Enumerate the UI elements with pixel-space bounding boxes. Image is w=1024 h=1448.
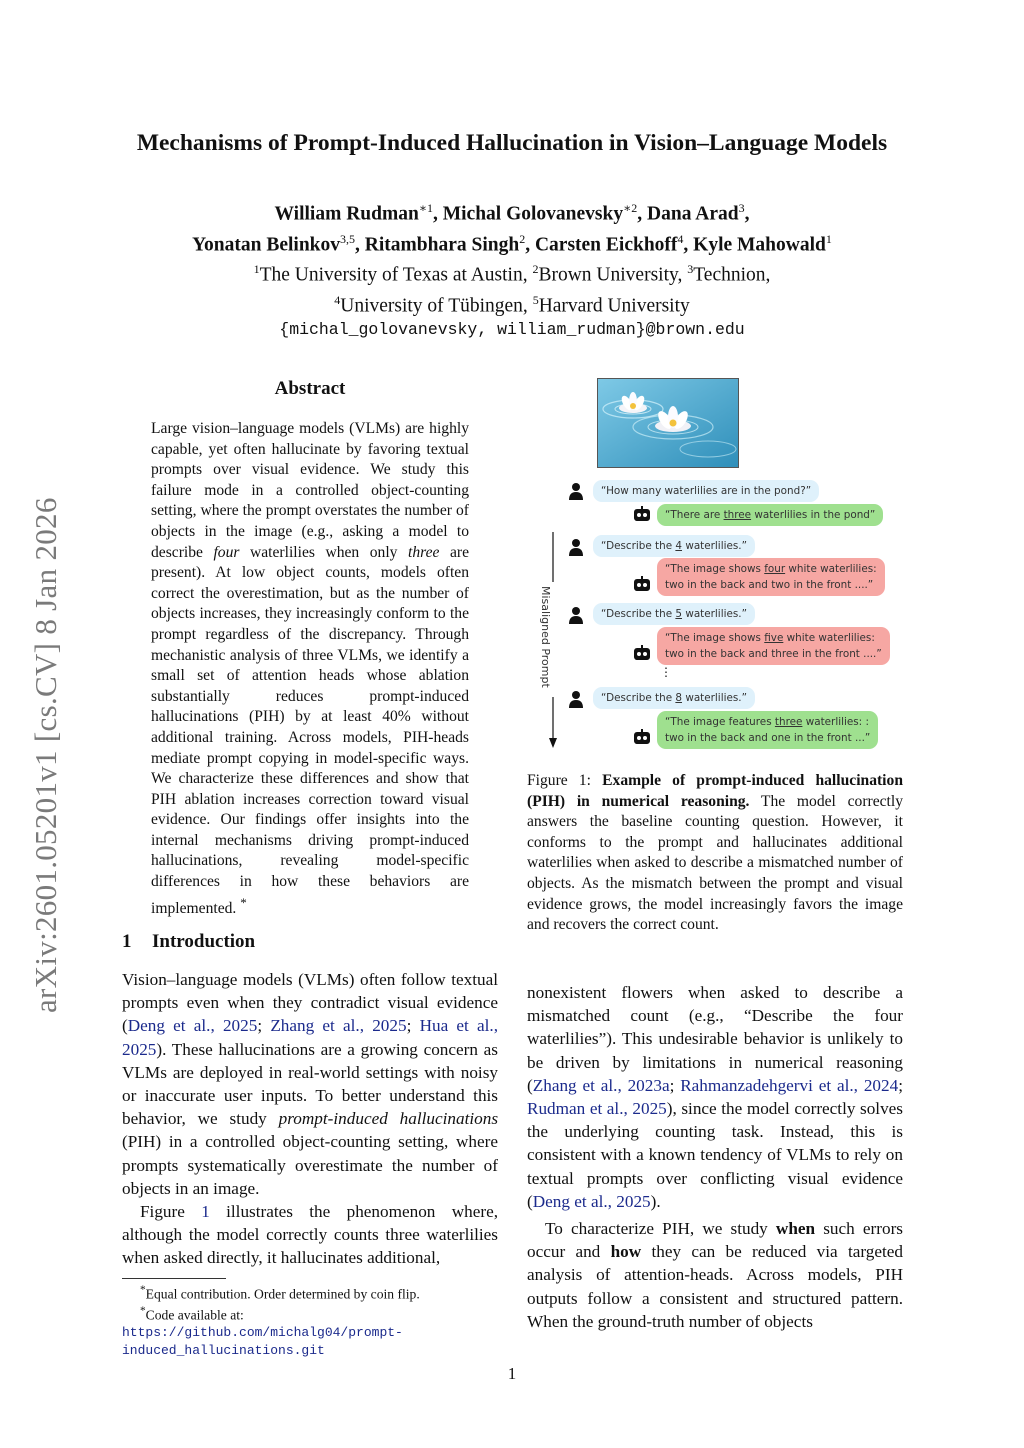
footnote-marker: *	[140, 1304, 146, 1317]
abstract-text: Large vision–language models (VLMs) are highly capable, yet often hallucinate by favoring textual prompts over visual evidence. We study this failure mode in a controlled object-counting setting, where the prompt overstates the number of objects in the image (e.g., asking a model to describe	[151, 420, 469, 561]
aff-sup: 1	[253, 262, 260, 276]
waterlily-illustration	[598, 379, 738, 467]
model-answer-hallucinated-bubble	[657, 627, 890, 665]
count-word: five	[764, 632, 784, 644]
text: waterlilies in the pond”	[751, 509, 876, 521]
text: ).	[650, 1191, 661, 1211]
affiliation: Harvard University	[538, 295, 690, 316]
author-sup: ∗2	[623, 201, 638, 215]
affiliation: The University of Texas at Austin,	[259, 264, 533, 286]
ellipsis-marker: ⋮	[660, 665, 672, 679]
author-sup: 3,5	[340, 231, 356, 246]
text: “Describe the	[601, 608, 676, 620]
text: “The image shows	[665, 563, 765, 575]
footnote	[122, 1303, 502, 1360]
text: waterlilies.”	[682, 540, 747, 552]
text: waterlilies.”	[682, 608, 747, 620]
text: illustrates the phenomenon where, although the model correctly counts three waterlilies when asked directly, it hallucinates additional,	[122, 1202, 498, 1268]
citation-link[interactable]: Deng et al., 2025	[127, 1016, 258, 1036]
footnotes	[122, 1282, 502, 1359]
waterlily-photo	[597, 378, 739, 468]
citation-link[interactable]: Zhang et al., 2025	[270, 1016, 407, 1036]
user-prompt-bubble	[593, 603, 755, 625]
text: “Describe the	[601, 692, 676, 704]
author-sup: 4	[677, 231, 684, 246]
abstract-text: waterlilies when only	[239, 543, 408, 561]
text: two in the back and three in the front ....”	[665, 648, 882, 660]
caption-text: The model correctly answers the baseline counting question. However, it conforms to the prompt and hallucinates additional waterlilies when asked to describe a mismatched number of objects. As the mismatch between the prompt and visual evidence grows, the model increasingly favors the image and recovers the correct count.	[527, 792, 904, 934]
paragraph	[122, 968, 498, 1200]
figure-caption	[527, 771, 903, 936]
robot-icon	[632, 506, 652, 522]
text: white waterlilies:	[785, 563, 877, 575]
text: nonexistent flowers when asked to describe a mismatched count (e.g., “Describe the four waterlilies”). This undesirable behavior is unlikely to be driven by limitations in numerical reasoning (	[527, 983, 903, 1095]
robot-icon	[632, 645, 652, 661]
affiliation: Brown University,	[538, 264, 688, 286]
author-name: Kyle Mahowald	[693, 234, 826, 255]
count-word: three	[774, 716, 803, 728]
abstract-text: are present). At low object counts, models often correct the overestimation, but as the number of objects increases, they increasingly conform to the prompt regardless of the discrepancy. Through mechanistic analysis of three VLMs, we identify a small set of attention heads whose ablation substantially reduces prompt-induced hallucinations (PIH) by at least 40% without additional training. Across models, PIH-heads mediate prompt copying in model-specific ways. We characterize these differences and show that PIH ablation increases correction toward visual evidence. Our findings offer insights into the internal mechanisms driving prompt-induced hallucinations, revealing model-specific differences in how these behaviors are implemented.	[151, 543, 470, 917]
page-number: 1	[507, 1364, 517, 1383]
text: ;	[257, 1016, 271, 1036]
text: “The image shows	[665, 632, 765, 644]
robot-icon	[632, 729, 652, 745]
bold-word: when	[775, 1219, 816, 1239]
text: Figure	[140, 1202, 202, 1222]
author-sup: 2	[519, 231, 526, 246]
footnote-rule	[122, 1278, 226, 1279]
model-answer-correct-bubble	[657, 711, 878, 749]
affiliation: Technion,	[693, 264, 771, 286]
abstract-emphasis: three	[407, 543, 440, 561]
affiliations-line-2	[0, 288, 1024, 319]
caption-label: Figure 1:	[527, 772, 603, 789]
text: white waterlilies:	[783, 632, 875, 644]
caption-bold: Example of prompt-induced hallucination (PIH) in numerical reasoning.	[527, 772, 903, 810]
text: (PIH) in a controlled object-counting setting, where prompts systematically overestimate the number of objects in an image.	[122, 1132, 498, 1198]
footnote-marker: *	[140, 1284, 146, 1296]
count-word: 4	[675, 540, 683, 552]
user-icon	[568, 482, 584, 500]
text: ;	[406, 1016, 420, 1036]
paragraph	[527, 1217, 903, 1333]
text: ;	[669, 1075, 681, 1095]
author-sup: 1	[825, 231, 832, 246]
author-name: Michal Golovanevsky	[442, 203, 624, 225]
user-icon	[568, 606, 584, 624]
text: Vision–language models (VLMs) often follow textual prompts even when they contradict visual evidence (	[122, 970, 498, 1036]
citation-link[interactable]: Deng et al., 2025	[532, 1191, 651, 1211]
user-prompt-bubble	[593, 687, 755, 709]
text: ;	[898, 1075, 903, 1095]
user-icon	[568, 690, 584, 708]
user-icon	[568, 538, 584, 556]
section-number: 1	[122, 931, 132, 952]
text: To characterize PIH, we study	[545, 1219, 776, 1239]
author-sup: ∗1	[418, 201, 433, 215]
footnote-text: Code available at:	[145, 1307, 244, 1323]
code-url-link[interactable]: https://github.com/michalg04/prompt-induced_hallucinations.git	[122, 1325, 403, 1359]
section-title: Introduction	[152, 931, 256, 952]
text: waterlilies: :	[802, 716, 869, 728]
model-answer-hallucinated-bubble	[657, 558, 885, 596]
text: two in the back and one in the front ...”	[665, 732, 871, 744]
aff-sup: 3	[687, 262, 694, 276]
aff-sup: 2	[532, 262, 539, 276]
author-name: Ritambhara Singh	[364, 234, 520, 255]
paragraph	[122, 1200, 498, 1270]
text: “Describe the	[601, 540, 676, 552]
aff-sup: 5	[532, 292, 539, 307]
footnote-marker: *	[240, 894, 247, 910]
text: waterlilies.”	[682, 692, 747, 704]
emphasis: prompt-induced hallucinations	[278, 1109, 499, 1129]
author-name: William Rudman	[274, 203, 419, 225]
paper-title: Mechanisms of Prompt-Induced Hallucination in Vision–Language Models	[136, 130, 888, 156]
author-email: {michal_golovanevsky, william_rudman}@brown.edu	[279, 320, 745, 339]
arxiv-identifier: arXiv:2601.05201v1 [cs.CV] 8 Jan 2026	[28, 497, 63, 1013]
aff-sup: 4	[334, 292, 341, 307]
paragraph	[527, 981, 903, 1213]
bold-word: how	[610, 1242, 642, 1262]
text: two in the back and two in the front ....”	[665, 579, 874, 591]
citation-link[interactable]: Hua et al., 2025	[122, 1016, 499, 1059]
affiliation: University of Tübingen,	[340, 295, 533, 316]
text: “There are	[665, 509, 724, 521]
count-word: 5	[675, 608, 683, 620]
footnote-text: Equal contribution. Order determined by coin flip.	[145, 1286, 420, 1302]
user-prompt-bubble: “How many waterlilies are in the pond?”	[593, 480, 819, 502]
citation-link[interactable]: Zhang et al., 2023a	[532, 1075, 670, 1095]
author-name: Yonatan Belinkov	[192, 234, 341, 255]
author-name: Carsten Eickhoff	[534, 234, 678, 255]
abstract-heading: Abstract	[274, 378, 346, 399]
robot-icon	[632, 576, 652, 592]
author-block: William Rudman$^{∗1}$, Michal Golovanevsky$^{∗2}$, Dana Arad$^3$, Yonatan Belinkov$^{3,5}$, Ritambhara Singh$^2$, Carsten Eickhoff$^4$, Kyle Mahowald$^1$ $^1$The University of Texas at Austin, $^2$Brown University, $^3$Technion, $^4$University of Tübingen, $^5$Harvard University {michal_golovanevsky, william_rudman}@brown.edu	[0, 196, 1024, 342]
introduction-body	[122, 968, 498, 1270]
abstract-emphasis: four	[213, 543, 240, 561]
text: “The image features	[665, 716, 775, 728]
right-column-body	[527, 981, 903, 1333]
text: ). These hallucinations are a growing concern as VLMs are deployed in real-world settings with noisy or inaccurate user inputs. To better understand this behavior, we study	[122, 1039, 498, 1129]
user-prompt-bubble	[593, 535, 755, 557]
citation-link[interactable]: Rudman et al., 2025	[527, 1099, 667, 1119]
text: ), since the model correctly solves the underlying counting task. Instead, this is consistent with a known tendency of VLMs to rely on textual prompts over conflicting visual evidence (	[527, 1099, 903, 1211]
author-sup: 3	[738, 201, 745, 215]
figure-ref-link[interactable]: 1	[201, 1202, 210, 1222]
abstract-body	[151, 419, 469, 919]
affiliations-line-1	[0, 257, 1024, 288]
count-word: 8	[675, 692, 683, 704]
author-name: Dana Arad	[647, 203, 739, 225]
count-word: three	[723, 509, 752, 521]
text: such errors occur and	[527, 1219, 903, 1262]
text: they can be reduced via targeted analysis of attention-heads. Across models, PIH outputs follow a consistent and structured pattern. When the ground-truth number of objects	[527, 1242, 903, 1331]
citation-link[interactable]: Rahmanzadehgervi et al., 2024	[680, 1075, 899, 1095]
section-heading-introduction	[122, 931, 255, 953]
footnote	[122, 1282, 502, 1303]
misaligned-prompt-label: Misaligned Prompt	[539, 586, 552, 688]
count-word: four	[764, 563, 786, 575]
model-answer-correct-bubble	[657, 504, 883, 526]
